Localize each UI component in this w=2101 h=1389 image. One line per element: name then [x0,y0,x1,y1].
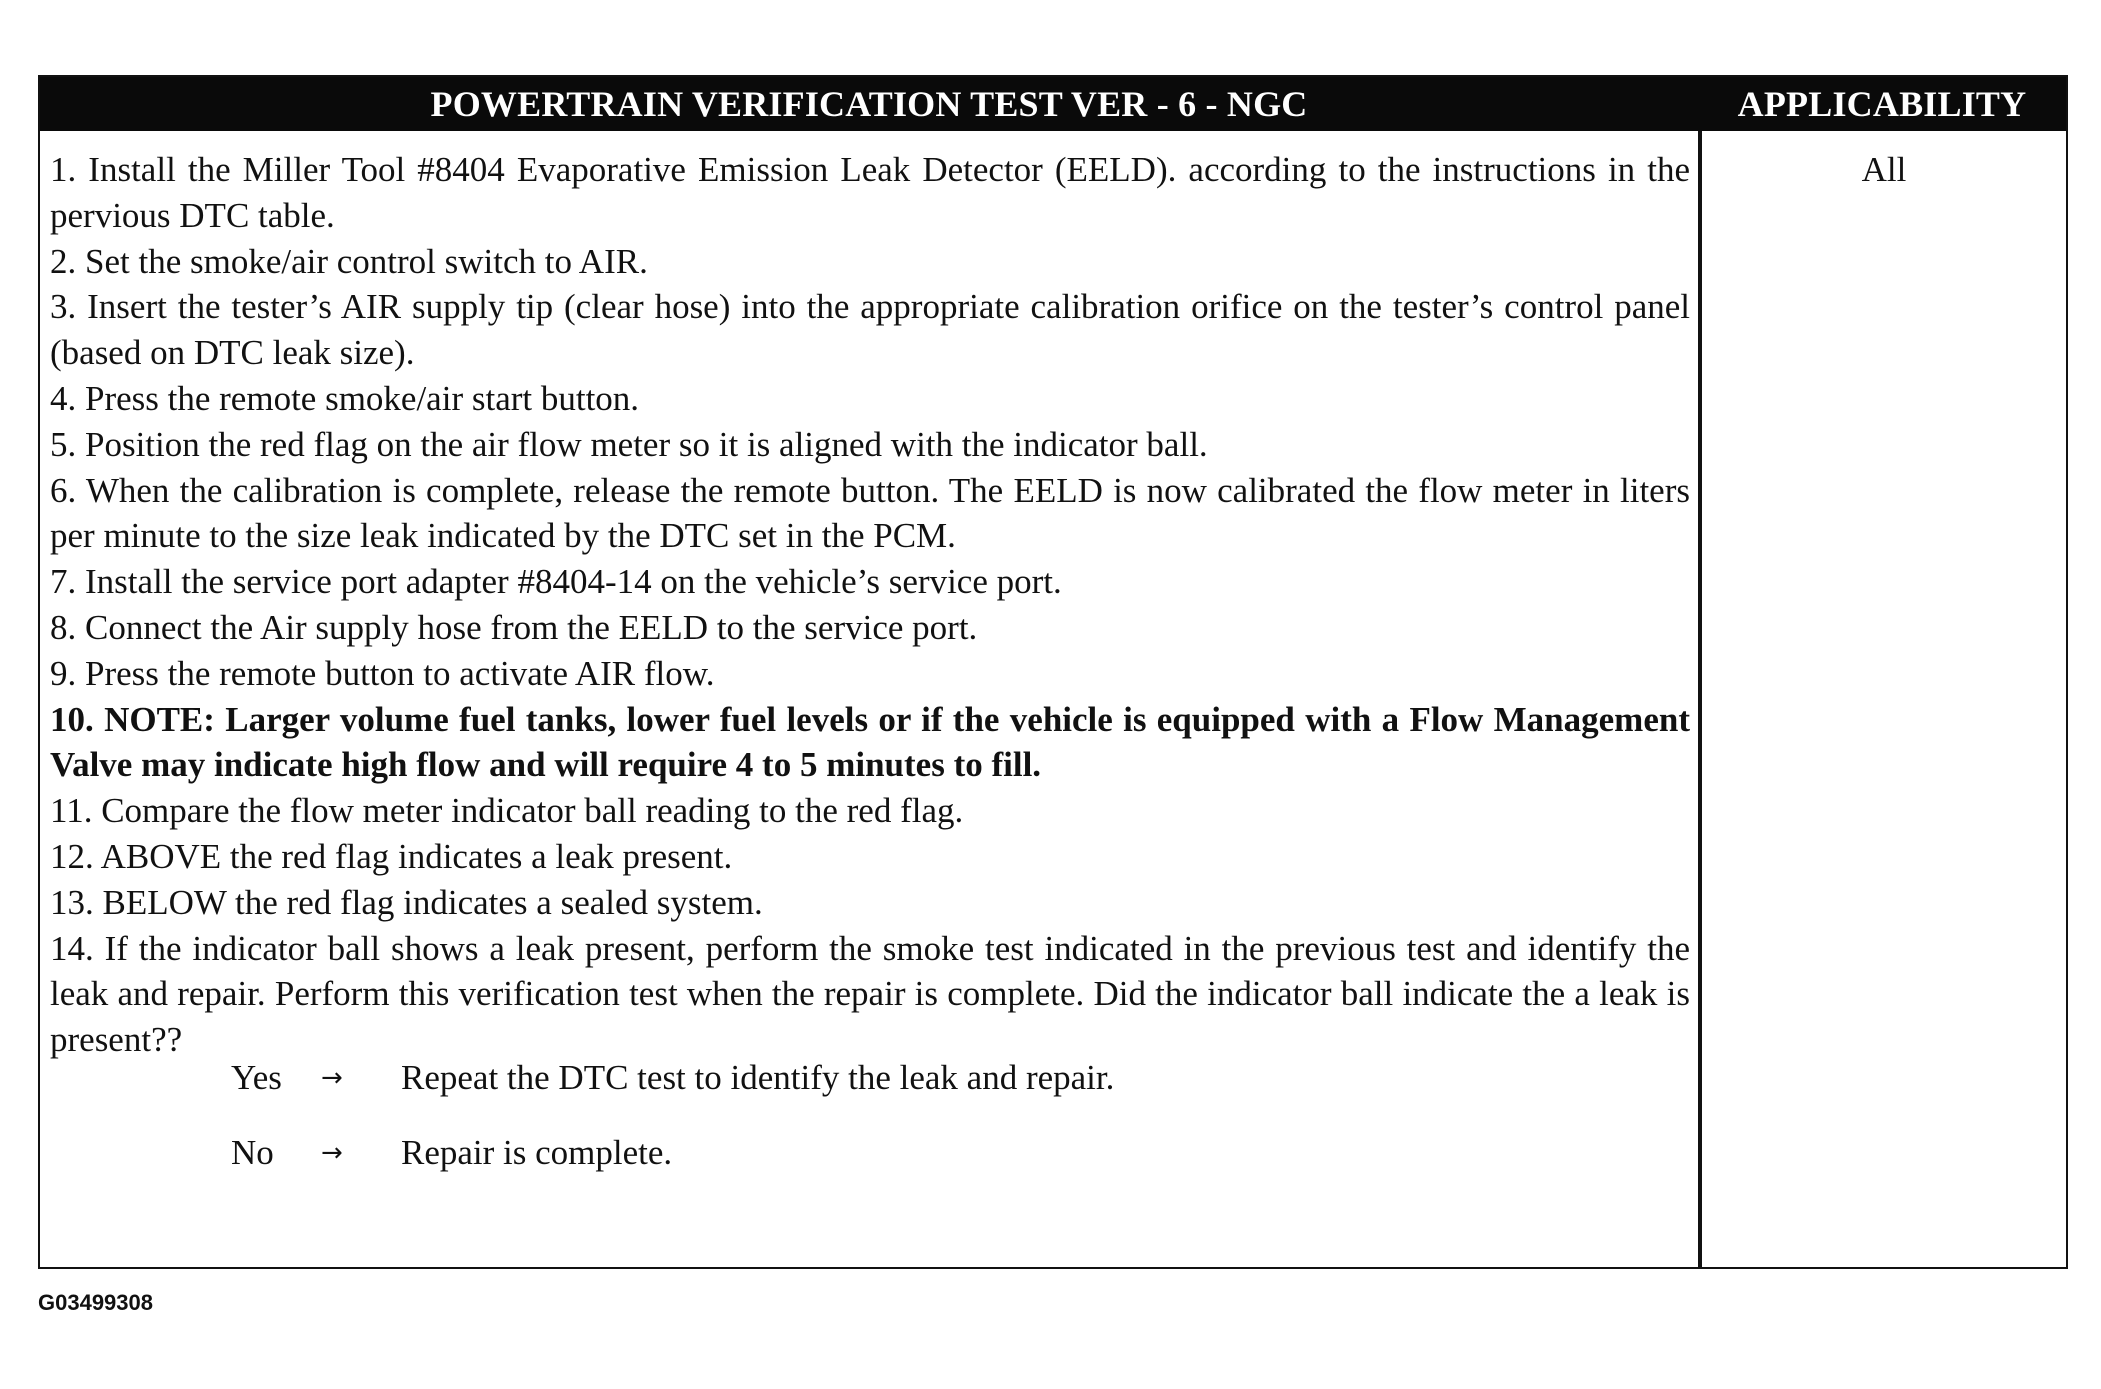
table-header [40,77,2066,131]
step-14: 14. If the indicator ball shows a leak present, perform the smoke test indicated in the previous test and identify the leak and repair. Perform this verification test when the repair is complete. Did the indicator ball indicate the a leak is present?? [50,928,1690,1060]
step-11: 11. Compare the flow meter indicator ball reading to the red flag. [50,791,964,831]
step-8: 8. Connect the Air supply hose from the EELD to the service port. [50,607,978,647]
step-1: 1. Install the Miller Tool #8404 Evaporative Emission Leak Detector (EELD). according to the instructions in the pervious DTC table. [50,150,1690,235]
step-5: 5. Position the red flag on the air flow meter so it is aligned with the indicator ball. [50,424,1208,464]
step-3: 3. Insert the tester’s AIR supply tip (clear hose) into the appropriate calibration orifice on the tester’s control panel (based on DTC leak size). [50,287,1690,373]
applicability-header: APPLICABILITY [1737,84,2027,124]
column-divider [1698,131,1702,1267]
step-2: 2. Set the smoke/air control switch to AIR. [50,241,648,281]
table-title: POWERTRAIN VERIFICATION TEST VER - 6 - NGC [430,84,1308,124]
step-6: 6. When the calibration is complete, release the remote button. The EELD is now calibrated the flow meter in liters per minute to the size leak indicated by the DTC set in the PCM. [50,470,1690,556]
step-10-note: 10. NOTE: Larger volume fuel tanks, lower fuel levels or if the vehicle is equipped with a Flow Management Valve may indicate high flow and will require 4 to 5 minutes to fill. [50,699,1690,785]
answer-options [231,1055,1114,1205]
step-12: 12. ABOVE the red flag indicates a leak present. [50,836,733,876]
answer-no-row [231,1130,1114,1175]
arrow-right-icon: → [321,1137,343,1168]
answer-yes-row [231,1055,1114,1100]
step-9: 9. Press the remote button to activate AIR flow. [50,653,715,693]
answer-no-label: No [231,1132,274,1172]
applicability-value: All [1861,150,1907,189]
figure-id: G03499308 [38,1290,153,1315]
answer-no-text: Repair is complete. [401,1132,673,1172]
answer-yes-text: Repeat the DTC test to identify the leak and repair. [401,1057,1115,1097]
arrow-right-icon: → [321,1062,343,1093]
step-4: 4. Press the remote smoke/air start button. [50,378,640,418]
step-13: 13. BELOW the red flag indicates a sealed system. [50,882,763,922]
step-7: 7. Install the service port adapter #8404-14 on the vehicle’s service port. [50,562,1062,602]
answer-yes-label: Yes [231,1057,282,1097]
procedure-steps [50,147,1690,1063]
